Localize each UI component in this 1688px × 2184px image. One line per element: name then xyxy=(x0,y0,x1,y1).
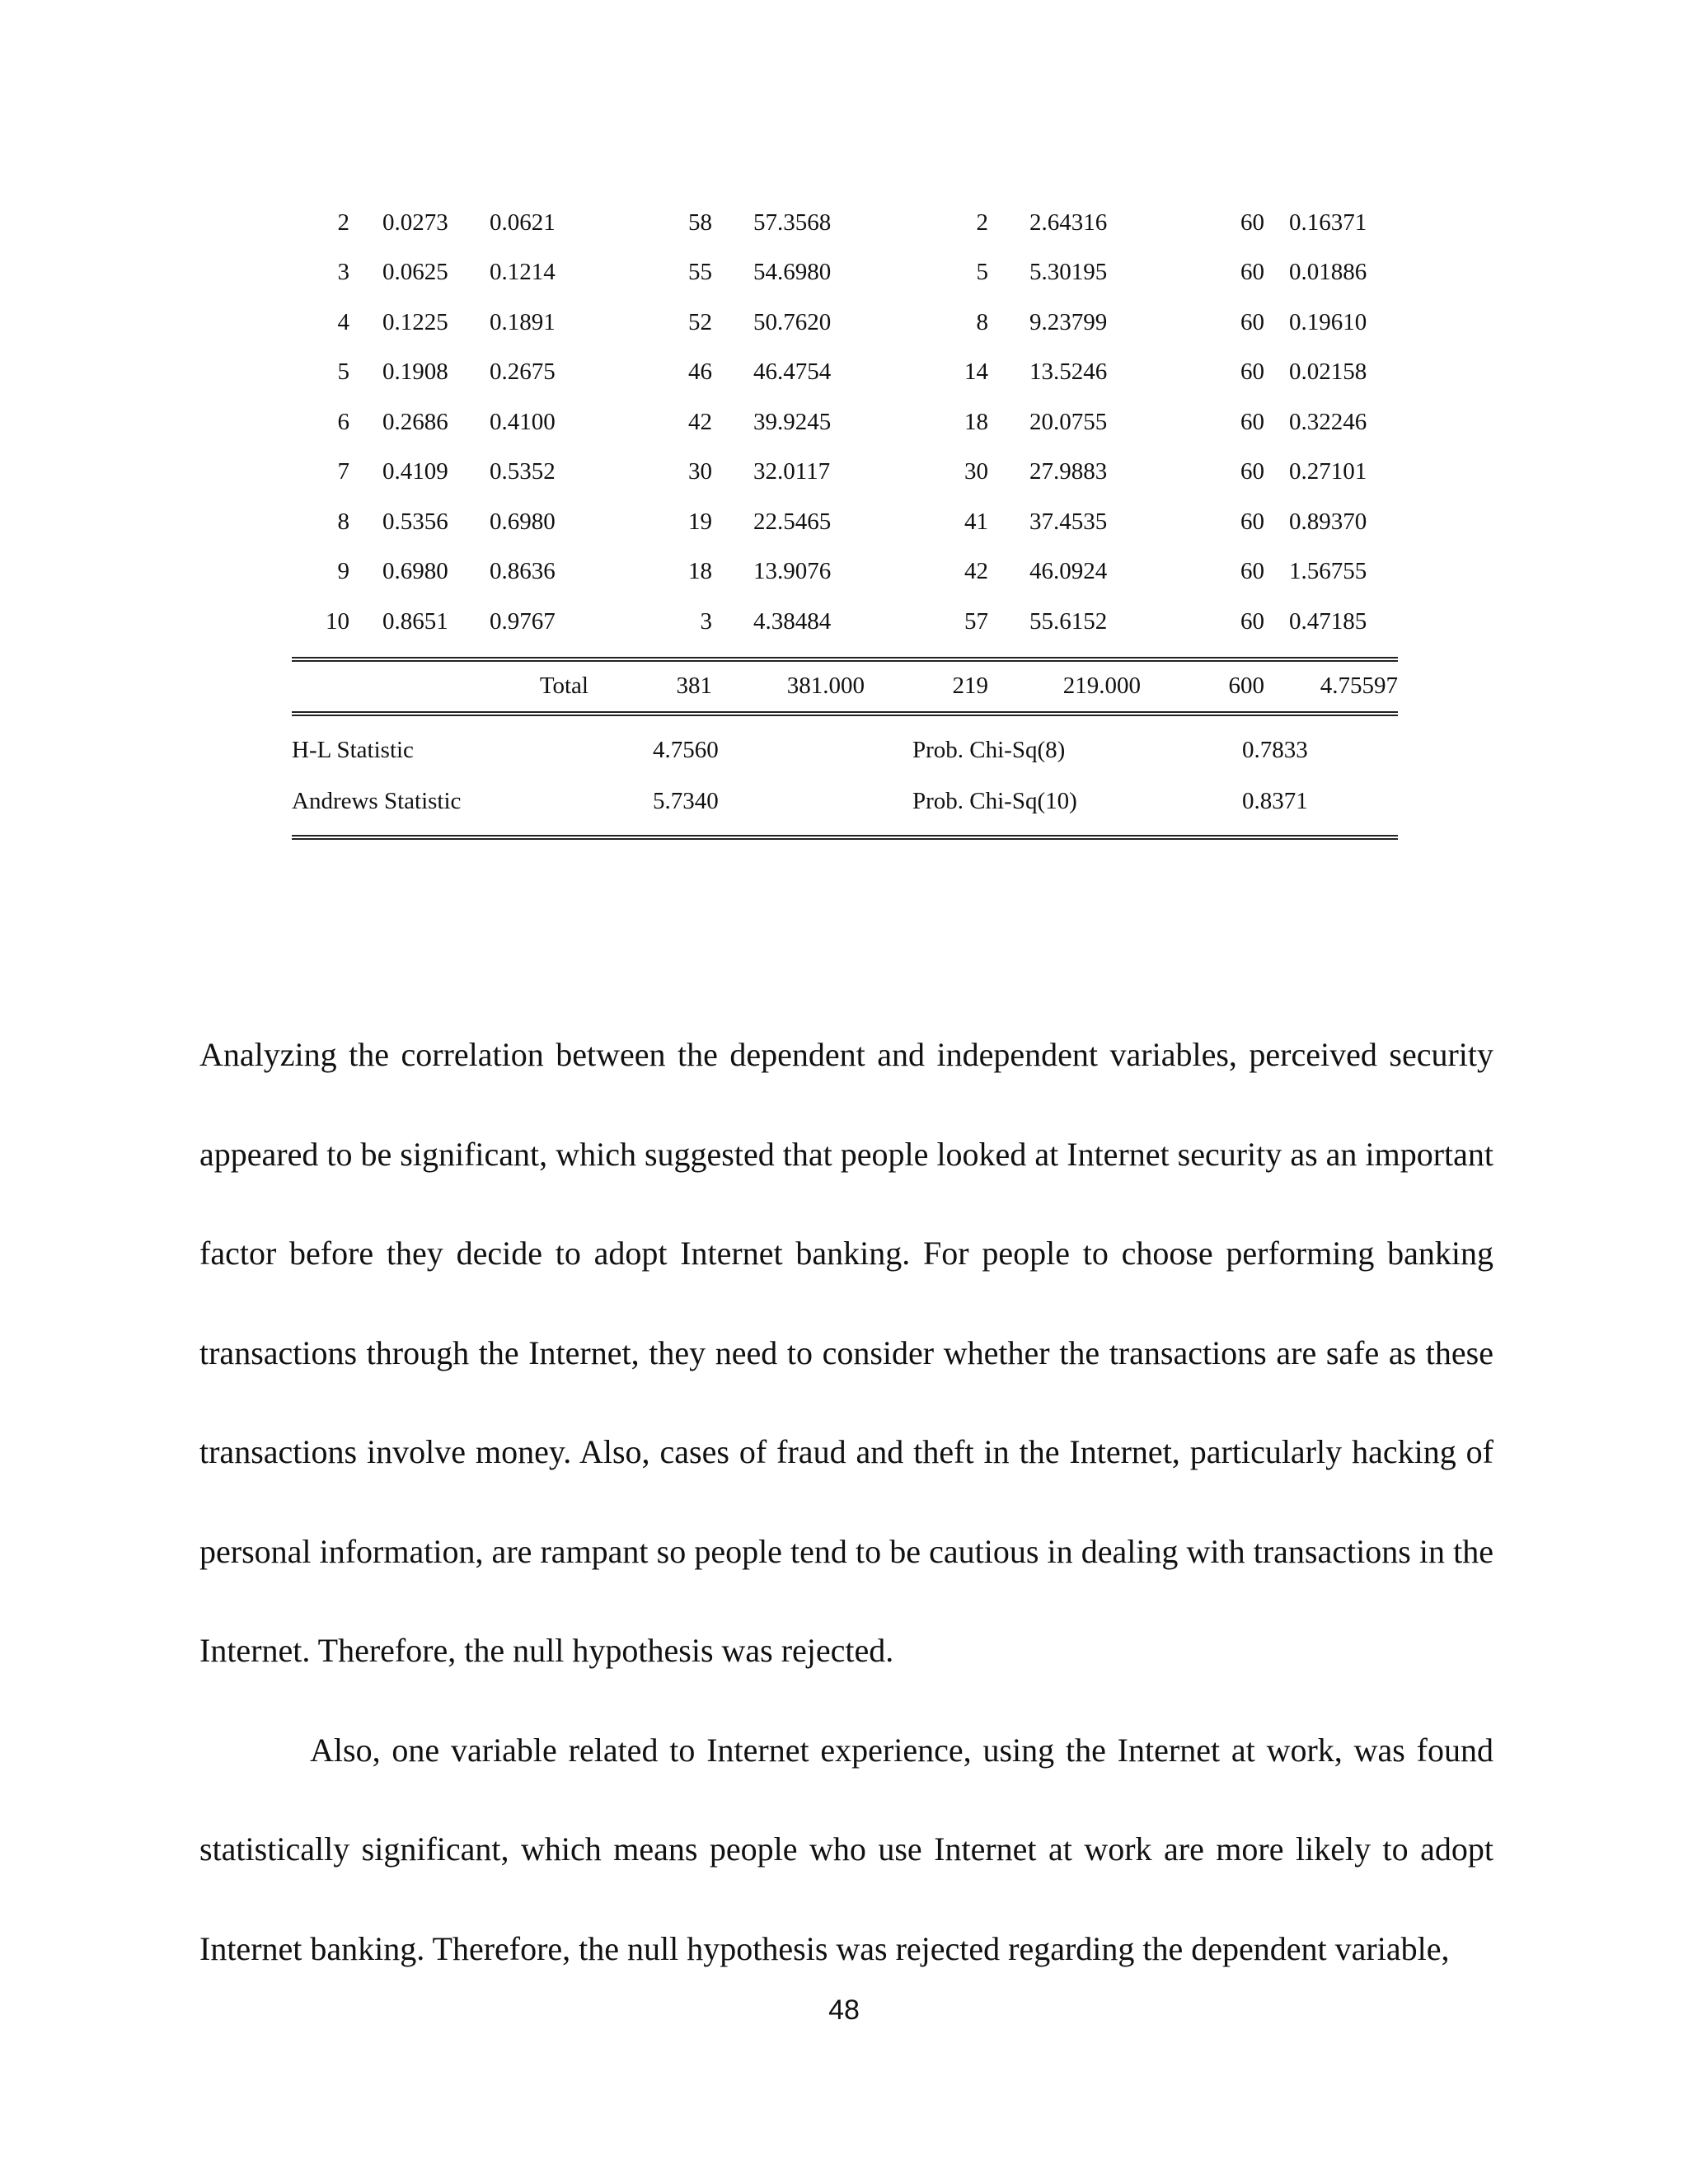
table-cell: 0.2675 xyxy=(490,359,556,386)
table-row xyxy=(292,448,1398,498)
prob-value: 0.8371 xyxy=(1242,787,1308,814)
table-cell: 7 xyxy=(337,458,349,485)
table-cell: 30 xyxy=(964,458,988,485)
paragraph: Analyzing the correlation between the dependent and independent variables, perceived security appeared to be significant, which suggested that people looked at Internet security as an important factor before they decide to adopt Internet banking. For people to choose performing banking transactions through the Internet, they need to consider whether the transactions are safe as these transactions involve money. Also, cases of fraud and theft in the Internet, particularly hacking of personal information, are rampant so people tend to be cautious in dealing with transactions in the Internet. Therefore, the null hypothesis was rejected. xyxy=(199,1036,1493,1669)
total-cell: 219.000 xyxy=(1062,673,1141,700)
table-cell: 0.02158 xyxy=(1289,359,1367,386)
table-cell: 0.19610 xyxy=(1289,308,1367,335)
prob-value: 0.7833 xyxy=(1242,736,1308,763)
table-cell: 13.9076 xyxy=(753,558,832,585)
prob-label: Prob. Chi-Sq(8) xyxy=(912,736,1066,763)
table-cell: 20.0755 xyxy=(1029,408,1108,435)
statistics-table xyxy=(292,724,1398,827)
table-cell: 55.6152 xyxy=(1029,607,1108,635)
table-cell: 60 xyxy=(1240,558,1264,585)
table-cell: 60 xyxy=(1240,209,1264,236)
table-cell: 3 xyxy=(337,259,349,286)
stat-value: 5.7340 xyxy=(653,787,719,814)
table-row xyxy=(292,397,1398,448)
table-cell: 0.6980 xyxy=(382,558,448,585)
total-cell: 219 xyxy=(952,673,988,700)
table-cell: 50.7620 xyxy=(753,308,832,335)
table-row xyxy=(292,597,1398,647)
table-cell: 5.30195 xyxy=(1029,259,1108,286)
table-cell: 0.8651 xyxy=(382,607,448,635)
total-cell: 4.75597 xyxy=(1320,673,1398,700)
decile-table xyxy=(292,198,1398,647)
stat-row xyxy=(292,724,1398,776)
table-cell: 57.3568 xyxy=(753,209,832,236)
table-cell: 2.64316 xyxy=(1029,209,1108,236)
table-cell: 0.16371 xyxy=(1289,209,1367,236)
table-cell: 8 xyxy=(337,508,349,535)
total-cell: 600 xyxy=(1228,673,1264,700)
table-cell: 0.0621 xyxy=(490,209,556,236)
table-cell: 55 xyxy=(688,259,712,286)
table-cell: 0.1214 xyxy=(490,259,556,286)
paragraph: Also, one variable related to Internet experience, using the Internet at work, was found statistically significant, which means people who use Internet at work are more likely to adopt Internet banking. Therefore, the null hypothesis was rejected regarding the dependent variable, xyxy=(199,1731,1493,1967)
table-cell: 0.0625 xyxy=(382,259,448,286)
table-cell: 0.2686 xyxy=(382,408,448,435)
table-cell: 19 xyxy=(688,508,712,535)
table-cell: 9.23799 xyxy=(1029,308,1108,335)
table-rule xyxy=(292,835,1398,840)
table-cell: 2 xyxy=(976,209,988,236)
table-cell: 18 xyxy=(688,558,712,585)
page-number: 48 xyxy=(828,1994,860,2026)
table-cell: 37.4535 xyxy=(1029,508,1108,535)
table-cell: 0.1908 xyxy=(382,359,448,386)
table-cell: 57 xyxy=(964,607,988,635)
table-cell: 0.5356 xyxy=(382,508,448,535)
table-cell: 5 xyxy=(976,259,988,286)
total-cell: 381.000 xyxy=(786,673,865,700)
table-rule xyxy=(292,711,1398,716)
table-cell: 13.5246 xyxy=(1029,359,1108,386)
table-cell: 4 xyxy=(337,308,349,335)
prob-label: Prob. Chi-Sq(10) xyxy=(912,787,1077,814)
table-cell: 1.56755 xyxy=(1289,558,1367,585)
table-row xyxy=(292,248,1398,298)
table-cell: 3 xyxy=(700,607,712,635)
table-row xyxy=(292,547,1398,598)
body-text xyxy=(199,1005,1493,1999)
table-cell: 60 xyxy=(1240,359,1264,386)
stat-value: 4.7560 xyxy=(653,736,719,763)
table-cell: 60 xyxy=(1240,458,1264,485)
table-cell: 30 xyxy=(688,458,712,485)
table-cell: 42 xyxy=(964,558,988,585)
table-cell: 46 xyxy=(688,359,712,386)
table-cell: 60 xyxy=(1240,259,1264,286)
table-cell: 41 xyxy=(964,508,988,535)
table-cell: 32.0117 xyxy=(753,458,831,485)
table-cell: 0.01886 xyxy=(1289,259,1367,286)
table-row xyxy=(292,348,1398,398)
table-cell: 0.5352 xyxy=(490,458,556,485)
hosmer-lemeshow-table xyxy=(292,198,1398,840)
table-cell: 8 xyxy=(976,308,988,335)
table-cell: 0.89370 xyxy=(1289,508,1367,535)
table-cell: 4.38484 xyxy=(753,607,832,635)
table-cell: 0.0273 xyxy=(382,209,448,236)
decile-rows xyxy=(292,198,1398,647)
table-row xyxy=(292,298,1398,348)
table-cell: 5 xyxy=(337,359,349,386)
table-cell: 42 xyxy=(688,408,712,435)
table-cell: 46.0924 xyxy=(1029,558,1108,585)
table-cell: 0.8636 xyxy=(490,558,556,585)
table-cell: 60 xyxy=(1240,408,1264,435)
table-cell: 0.6980 xyxy=(490,508,556,535)
table-cell: 0.9767 xyxy=(490,607,556,635)
table-row xyxy=(292,497,1398,547)
stat-label: Andrews Statistic xyxy=(292,787,462,814)
table-cell: 27.9883 xyxy=(1029,458,1108,485)
table-cell: 9 xyxy=(337,558,349,585)
total-row xyxy=(292,662,1398,712)
table-cell: 22.5465 xyxy=(753,508,832,535)
table-cell: 0.27101 xyxy=(1289,458,1367,485)
table-cell: 2 xyxy=(337,209,349,236)
stat-label: H-L Statistic xyxy=(292,736,414,763)
table-cell: 10 xyxy=(326,607,349,635)
table-cell: 0.4100 xyxy=(490,408,556,435)
table-cell: 60 xyxy=(1240,607,1264,635)
table-cell: 54.6980 xyxy=(753,259,832,286)
table-cell: 0.32246 xyxy=(1289,408,1367,435)
total-cell: 381 xyxy=(676,673,712,700)
table-cell: 52 xyxy=(688,308,712,335)
table-cell: 46.4754 xyxy=(753,359,832,386)
table-cell: 6 xyxy=(337,408,349,435)
table-cell: 14 xyxy=(964,359,988,386)
table-cell: 0.4109 xyxy=(382,458,448,485)
table-cell: 0.1225 xyxy=(382,308,448,335)
table-cell: 58 xyxy=(688,209,712,236)
table-cell: 0.47185 xyxy=(1289,607,1367,635)
table-cell: 18 xyxy=(964,408,988,435)
table-cell: 60 xyxy=(1240,308,1264,335)
total-label: Total xyxy=(539,673,588,700)
table-row xyxy=(292,198,1398,248)
table-cell: 0.1891 xyxy=(490,308,556,335)
table-cell: 39.9245 xyxy=(753,408,832,435)
stat-row xyxy=(292,776,1398,827)
table-cell: 60 xyxy=(1240,508,1264,535)
